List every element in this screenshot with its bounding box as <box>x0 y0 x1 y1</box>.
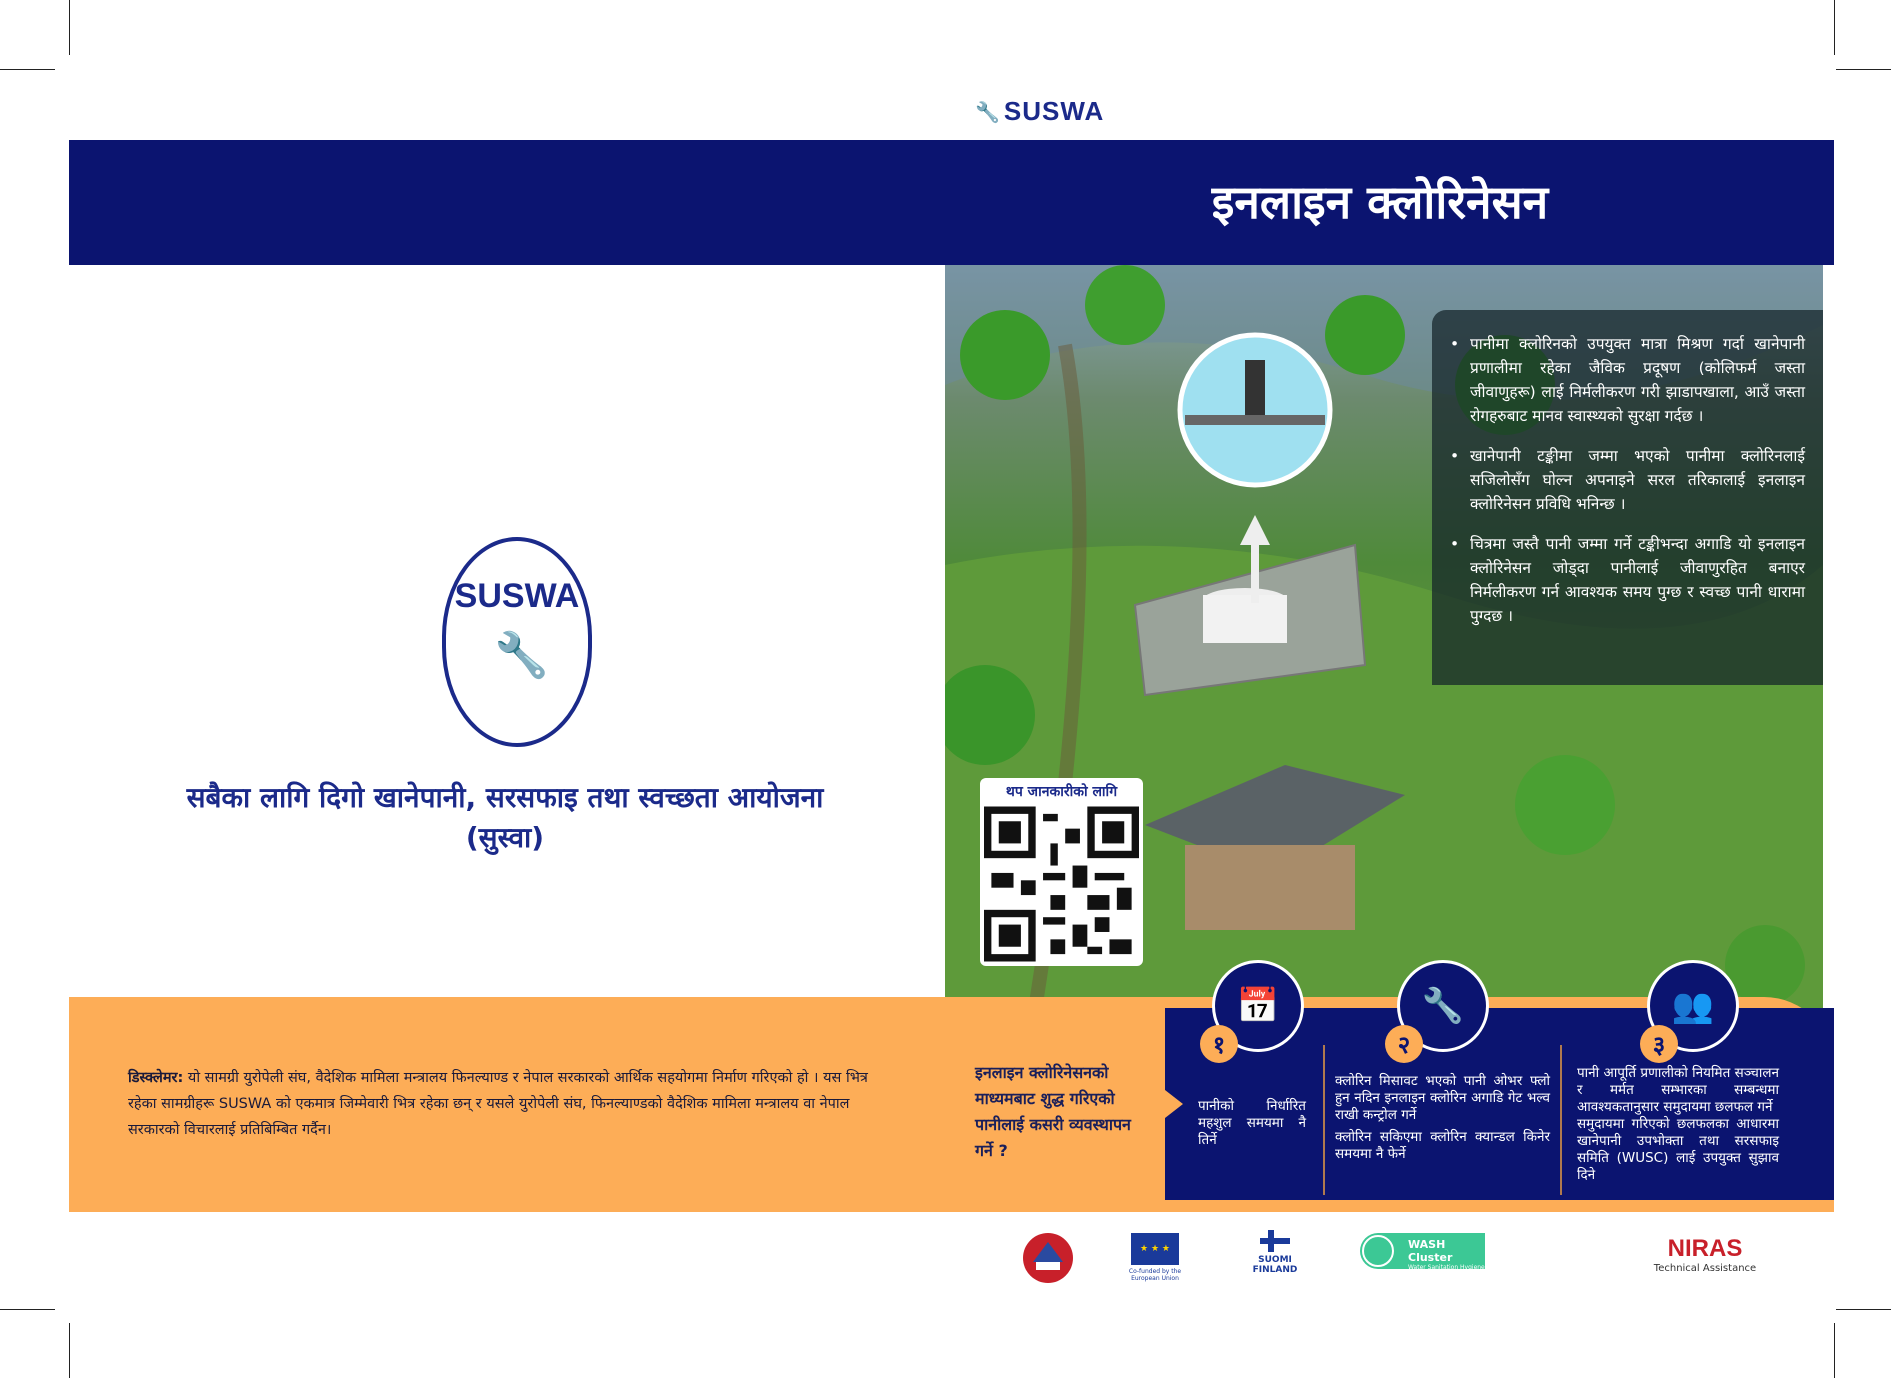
finland-flag-icon <box>1260 1230 1290 1252</box>
step-3-text <box>1577 1065 1779 1184</box>
emblem-name: SUSWA <box>454 577 580 615</box>
crop-mark <box>1836 69 1891 70</box>
disclaimer-label: डिस्क्लेमर: <box>128 1070 184 1086</box>
crop-mark <box>69 0 70 55</box>
suswa-emblem <box>442 537 592 747</box>
step-number: ३ <box>1640 1025 1678 1063</box>
disclaimer <box>128 1065 888 1143</box>
step-number: २ <box>1385 1025 1423 1063</box>
step-2-text <box>1335 1073 1550 1163</box>
disclaimer-text: यो सामग्री युरोपेली संघ, वैदेशिक मामिला मन्त्रालय फिनल्याण्ड र नेपाल सरकारको आर्थिक सहयोगमा निर्माण गरिएको हो । यस भित्र रहेका सामग्रीहरू SUSWA को एकमात्र जिम्मेवारी भित्र रहेका छन् र यसले युरोपेली संघ, फिनल्याण्डको वैदेशिक मामिला मन्त्रालय वा नेपाल सरकारको विचारलाई प्रतिबिम्बित गर्दैन। <box>128 1070 868 1138</box>
step-3-item: पानी आपूर्ति प्रणालीको नियमित सञ्चालन र मर्मत सम्भारका सम्बन्धमा आवश्यकतानुसार समुदायमा छलफल गर्ने <box>1577 1065 1779 1115</box>
wash-subtitle: Water Sanitation Hygiene <box>1408 1264 1485 1271</box>
step-number: १ <box>1200 1025 1238 1063</box>
water-drop-icon <box>1362 1235 1394 1267</box>
finland-caption: SUOMI FINLAND <box>1252 1255 1298 1275</box>
calendar-icon: 📅 <box>1212 960 1304 1052</box>
eu-caption: Co-funded by the European Union <box>1128 1268 1182 1282</box>
step-2-item: क्लोरिन सकिएमा क्लोरिन क्यान्डल किनेर समयमा नै फेर्ने <box>1335 1129 1550 1162</box>
tagline-line: सबैका लागि दिगो खानेपानी, सरसफाइ तथा स्वच्छता आयोजना <box>186 781 824 814</box>
eu-logo <box>1125 1230 1185 1282</box>
bullet-item: • पानीमा क्लोरिनको उपयुक्त मात्रा मिश्रण गर्दा खानेपानी प्रणालीमा रहेका जैविक प्रदूषण (कोलिफर्म जस्ता जीवाणुहरू) लाई निर्मलीकरण गरी झाडापखाला, आउँ जस्ता रोगहरुबाट मानव स्वास्थ्यको सुरक्षा गर्दछ । <box>1450 332 1805 428</box>
step-3-item: समुदायमा गरिएको छलफलका आधारमा खानेपानी उपभोक्ता तथा सरसफाइ समिति (WUSC) लाई उपयुक्त सुझाव दिने <box>1577 1116 1779 1183</box>
bullet-item: • चित्रमा जस्तै पानी जम्मा गर्ने टङ्कीभन्दा अगाडि यो इनलाइन क्लोरिनेसन जोड्दा पानीलाई जीवाणुरहित बनाएर निर्मलीकरण गर्न आवश्यक समय पुग्छ र स्वच्छ पानी धारामा पुग्दछ । <box>1450 532 1805 628</box>
divider <box>1323 1045 1325 1195</box>
niras-subtitle: Technical Assistance <box>1653 1263 1757 1274</box>
step-1-text: पानीको निर्धारित महशुल समयमा नै तिर्ने <box>1198 1098 1306 1148</box>
wrench-hand-icon: 🔧 <box>494 630 549 681</box>
tools-icon: 🔧 <box>1397 960 1489 1052</box>
divider <box>1560 1045 1562 1195</box>
info-bullets <box>1432 310 1823 685</box>
niras-name: NIRAS <box>1667 1235 1743 1262</box>
crop-mark <box>1834 0 1835 55</box>
crop-mark <box>1836 1309 1891 1310</box>
step-2-item: क्लोरिन मिसावट भएको पानी ओभर फ्लो हुन नदिन इनलाइन क्लोरिन अगाडि गेट भल्व राखी कन्ट्रोल गर्ने <box>1335 1073 1550 1123</box>
management-question: इनलाइन क्लोरिनेसनको माध्यमबाट शुद्ध गरिएको पानीलाई कसरी व्यवस्थापन गर्ने ? <box>975 1063 1131 1160</box>
wash-cluster-logo <box>1360 1233 1485 1269</box>
niras-logo <box>1650 1235 1760 1274</box>
finland-logo <box>1250 1230 1300 1275</box>
crop-mark <box>0 69 55 70</box>
crop-mark <box>69 1323 70 1378</box>
top-brand-logo: 🔧 SUSWA <box>975 96 1105 126</box>
tagline-abbrev: (सुस्वा) <box>465 821 545 854</box>
qr-label: थप जानकारीको लागि <box>1005 784 1118 800</box>
page-title: इनलाइन क्लोरिनेसन <box>1211 175 1549 229</box>
project-tagline <box>100 778 910 858</box>
nepal-government-emblem <box>1013 1230 1083 1288</box>
crop-mark <box>1834 1323 1835 1378</box>
arrow-pointer-icon <box>1165 1090 1183 1118</box>
qr-code-icon[interactable] <box>984 805 1139 963</box>
eu-flag-icon: ★ ★ ★ <box>1131 1233 1179 1265</box>
wrench-hand-icon: 🔧 <box>975 99 1000 124</box>
community-meeting-icon: 👥 <box>1647 960 1739 1052</box>
bullet-item: • खानेपानी टङ्कीमा जम्मा भएको पानीमा क्लोरिनलाई सजिलोसँग घोल्न अपनाइने सरल तरिकालाई इनलाइन क्लोरिनेसन प्रविधि भनिन्छ । <box>1450 444 1805 516</box>
crop-mark <box>0 1309 55 1310</box>
wash-title: WASH Cluster <box>1408 1238 1453 1264</box>
qr-code-block[interactable] <box>980 778 1143 966</box>
